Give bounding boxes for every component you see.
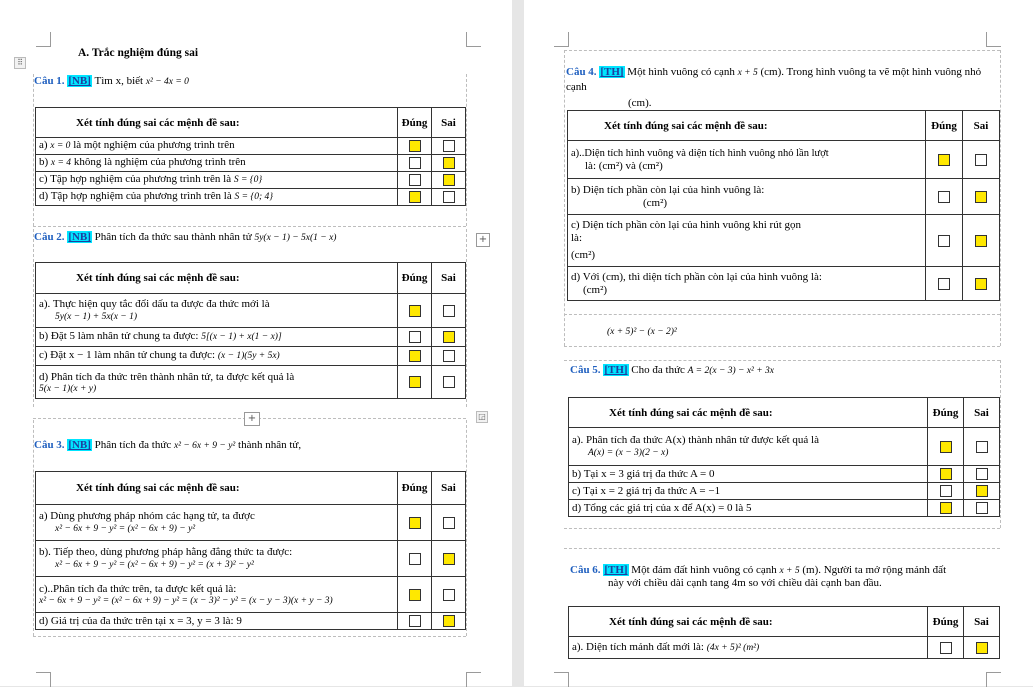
question-4-table: [567, 110, 1000, 301]
statement-row-c: c) Diện tích phần còn lại của hình vuông khi rút gọn là: (cm²): [568, 215, 926, 267]
question-text: Cho đa thức: [631, 364, 685, 376]
table-header-statements: Xét tính đúng sai các mệnh đề sau:: [568, 111, 926, 141]
checkbox-true[interactable]: [409, 350, 421, 362]
checkbox-true[interactable]: [409, 589, 421, 601]
question-2-heading: [34, 230, 336, 245]
question-math: A = 2(x − 3) − x² + 3x: [687, 366, 775, 376]
question-text-2: (cm). Trong hình vuông ta vẽ một hình vuông nhỏ cạnh: [566, 66, 982, 93]
checkbox-false[interactable]: [443, 615, 455, 627]
question-number: Câu 5.: [570, 364, 601, 376]
statement-row-d: d) Phân tích đa thức trên thành nhân tử, ta được kết quả là 5(x − 1)(x + y): [36, 366, 398, 399]
checkbox-true[interactable]: [409, 376, 421, 388]
question-text: Tìm x, biết: [94, 75, 144, 87]
question-1-heading: [34, 74, 189, 89]
statement-row-c: c) Tại x = 2 giá trị đa thức A = −1: [569, 483, 928, 500]
checkbox-false[interactable]: [975, 278, 987, 290]
table-header-false: Sai: [964, 398, 1000, 428]
statement-row-a: a) x = 0 là một nghiệm của phương trình trên: [36, 138, 398, 155]
level-tag: [TH]: [604, 564, 628, 576]
document-page-right: [524, 0, 1033, 686]
checkbox-false[interactable]: [443, 174, 455, 186]
statement-row-a: a) Dùng phương pháp nhóm các hạng tử, ta được x² − 6x + 9 − y² = (x² − 6x + 9) − y²: [36, 505, 398, 541]
checkbox-false[interactable]: [443, 553, 455, 565]
question-text: Phân tích đa thức sau thành nhân tử: [94, 231, 252, 243]
checkbox-true[interactable]: [940, 468, 952, 480]
statement-row-a: a). Diện tích mảnh đất mới là: (4x + 5)² (m²): [569, 637, 928, 659]
statement-row-a: a). Phân tích đa thức A(x) thành nhân tử được kết quả là A(x) = (x − 3)(2 − x): [569, 428, 928, 466]
checkbox-true[interactable]: [940, 642, 952, 654]
table-header-false: Sai: [963, 111, 1000, 141]
table-header-true: Đúng: [928, 398, 964, 428]
statement-row-d: d) Tập hợp nghiệm của phương trình trên là S = {0; 4}: [36, 189, 398, 206]
question-math: x² − 6x + 9 − y²: [173, 441, 236, 451]
checkbox-true[interactable]: [409, 140, 421, 152]
page-corner-mark: [986, 32, 1001, 47]
checkbox-true[interactable]: [409, 174, 421, 186]
page-corner-mark: [466, 672, 481, 687]
add-row-button[interactable]: +: [476, 233, 490, 247]
checkbox-true[interactable]: [409, 517, 421, 529]
question-number: Câu 2.: [34, 231, 65, 243]
question-number: Câu 4.: [566, 66, 597, 78]
add-row-button[interactable]: +: [244, 412, 260, 426]
question-1-table: [35, 107, 466, 206]
checkbox-true[interactable]: [938, 154, 950, 166]
statement-row-b: b) Diện tích phần còn lại của hình vuông là: (cm²): [568, 179, 926, 215]
question-6-table: [568, 606, 1000, 659]
checkbox-true[interactable]: [940, 485, 952, 497]
question-6-line2: này với chiều dài cạnh tang 4m so với chiều dài cạnh ban đầu.: [608, 577, 882, 589]
table-header-false: Sai: [432, 472, 466, 505]
checkbox-false[interactable]: [443, 376, 455, 388]
checkbox-true[interactable]: [940, 502, 952, 514]
checkbox-true[interactable]: [938, 278, 950, 290]
table-header-statements: Xét tính đúng sai các mệnh đề sau:: [569, 398, 928, 428]
statement-row-c: c) Đặt x − 1 làm nhân tử chung ta được: (x − 1)(5y + 5x): [36, 347, 398, 366]
checkbox-true[interactable]: [409, 191, 421, 203]
level-tag: [NB]: [68, 231, 91, 243]
table-header-true: Đúng: [398, 108, 432, 138]
checkbox-true[interactable]: [409, 615, 421, 627]
checkbox-false[interactable]: [443, 140, 455, 152]
page-corner-mark: [986, 672, 1001, 687]
checkbox-false[interactable]: [443, 157, 455, 169]
statement-row-c: c) Tập hợp nghiệm của phương trình trên là S = {0}: [36, 172, 398, 189]
level-tag: [TH]: [600, 66, 624, 78]
level-tag: [NB]: [68, 75, 91, 87]
statement-row-c: c)..Phân tích đa thức trên, ta được kết quả là: x² − 6x + 9 − y² = (x² − 6x + 9) − y² = (x − 3)² − y² = (x − y − 3)(x + y − 3): [36, 577, 398, 613]
page-corner-mark: [36, 32, 51, 47]
page-corner-mark: [554, 32, 569, 47]
trailing-expression: (x + 5)² − (x − 2)²: [607, 327, 677, 337]
page-corner-mark: [36, 672, 51, 687]
statement-row-b: b) Đặt 5 làm nhân tử chung ta được: 5[(x − 1) + x(1 − x)]: [36, 328, 398, 347]
question-5-table: [568, 397, 1000, 517]
section-title: A. Trắc nghiệm đúng sai: [78, 47, 199, 59]
question-3-heading: [34, 438, 301, 453]
question-6-heading: [570, 563, 1000, 578]
checkbox-true[interactable]: [938, 235, 950, 247]
table-header-statements: Xét tính đúng sai các mệnh đề sau:: [36, 263, 398, 294]
page-corner-mark: [554, 672, 569, 687]
checkbox-true[interactable]: [409, 305, 421, 317]
question-math: x + 5: [737, 68, 758, 78]
checkbox-true[interactable]: [409, 553, 421, 565]
question-4-line2: (cm).: [628, 97, 652, 109]
table-header-true: Đúng: [398, 472, 432, 505]
checkbox-false[interactable]: [443, 589, 455, 601]
question-number: Câu 1.: [34, 75, 65, 87]
statement-row-d: d) Với (cm), thì diện tích phần còn lại của hình vuông là: (cm²): [568, 267, 926, 301]
checkbox-false[interactable]: [976, 502, 988, 514]
statement-row-d: d) Tổng các giá trị của x để A(x) = 0 là 5: [569, 500, 928, 517]
table-header-statements: Xét tính đúng sai các mệnh đề sau:: [36, 108, 398, 138]
statement-row-b: b) Tại x = 3 giá trị đa thức A = 0: [569, 466, 928, 483]
checkbox-true[interactable]: [940, 441, 952, 453]
checkbox-false[interactable]: [443, 350, 455, 362]
question-text-2: thành nhân tử,: [238, 439, 302, 451]
table-resize-handle[interactable]: ◲: [476, 411, 488, 423]
statement-row-a: a). Thực hiện quy tắc đổi dấu ta được đa thức mới là 5y(x − 1) + 5x(x − 1): [36, 294, 398, 328]
table-header-true: Đúng: [928, 607, 964, 637]
table-header-statements: Xét tính đúng sai các mệnh đề sau:: [36, 472, 398, 505]
page-corner-mark: [466, 32, 481, 47]
question-number: Câu 6.: [570, 564, 601, 576]
level-tag: [NB]: [68, 439, 91, 451]
table-header-false: Sai: [432, 263, 466, 294]
statement-row-a: a)..Diện tích hình vuông và diện tích hình vuông nhỏ lần lượt là: (cm²) và (cm²): [568, 141, 926, 179]
checkbox-false[interactable]: [443, 305, 455, 317]
table-header-statements: Xét tính đúng sai các mệnh đề sau:: [569, 607, 928, 637]
checkbox-false[interactable]: [976, 468, 988, 480]
question-text: Một hình vuông có cạnh: [627, 66, 735, 78]
checkbox-true[interactable]: [938, 191, 950, 203]
question-5-heading: [570, 363, 774, 378]
table-header-true: Đúng: [398, 263, 432, 294]
question-math: 5y(x − 1) − 5x(1 − x): [254, 233, 337, 243]
question-math: x² − 4x = 0: [145, 77, 189, 87]
checkbox-false[interactable]: [443, 331, 455, 343]
checkbox-false[interactable]: [975, 235, 987, 247]
question-2-table: [35, 262, 466, 399]
table-header-true: Đúng: [926, 111, 963, 141]
table-header-false: Sai: [432, 108, 466, 138]
checkbox-false[interactable]: [443, 517, 455, 529]
checkbox-false[interactable]: [976, 485, 988, 497]
question-text: Phân tích đa thức: [94, 439, 172, 451]
question-math: x + 5: [779, 566, 800, 576]
statement-row-d: d) Giá trị của đa thức trên tại x = 3, y = 3 là: 9: [36, 613, 398, 630]
statement-row-b: b) x = 4 không là nghiệm của phương trình trên: [36, 155, 398, 172]
document-page-left: [0, 0, 512, 686]
checkbox-true[interactable]: [409, 157, 421, 169]
checkbox-false[interactable]: [975, 191, 987, 203]
table-move-handle[interactable]: ⠿: [14, 57, 26, 69]
question-3-table: [35, 471, 466, 630]
checkbox-false[interactable]: [443, 191, 455, 203]
question-text: Một đám đất hình vuông có cạnh: [631, 564, 777, 576]
checkbox-false[interactable]: [976, 642, 988, 654]
checkbox-true[interactable]: [409, 331, 421, 343]
checkbox-false[interactable]: [975, 154, 987, 166]
question-number: Câu 3.: [34, 439, 65, 451]
statement-row-b: b). Tiếp theo, dùng phương pháp hằng đẳng thức ta được: x² − 6x + 9 − y² = (x² − 6x + 9) − y² = (x + 3)² − y²: [36, 541, 398, 577]
table-header-false: Sai: [964, 607, 1000, 637]
level-tag: [TH]: [604, 364, 628, 376]
question-4-heading: [566, 65, 998, 94]
checkbox-false[interactable]: [976, 441, 988, 453]
question-text-2: (m). Người ta mở rộng mảnh đất: [802, 564, 947, 576]
